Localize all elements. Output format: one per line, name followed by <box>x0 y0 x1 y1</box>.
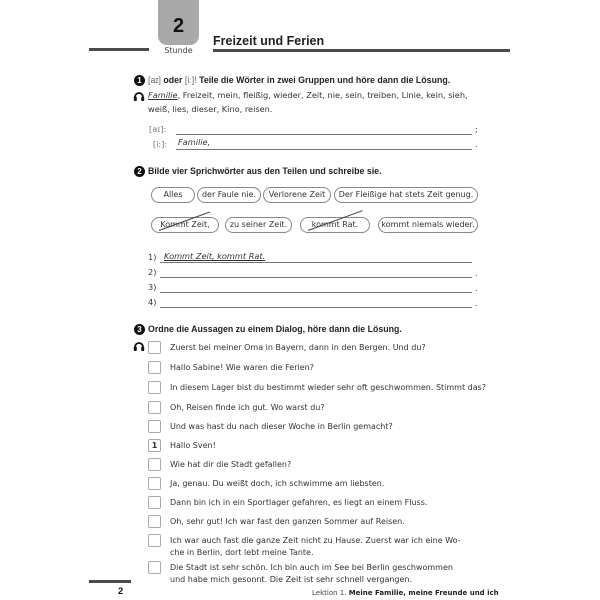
page-title: Freizeit und Ferien <box>213 34 325 48</box>
instruction-text: Teile die Wörter in zwei Gruppen und höre dann die Lösung. <box>199 75 451 85</box>
order-box[interactable] <box>148 561 161 574</box>
line-end: . <box>475 268 478 278</box>
task-1-number-badge: 1 <box>134 75 145 86</box>
dialog-line-continued: che in Berlin, dort lebt meine Tante. <box>170 548 314 557</box>
phrase-chip[interactable]: der Faule nie. <box>197 187 261 203</box>
answer-label: 4) <box>148 297 157 307</box>
connector: oder <box>163 75 183 85</box>
order-box[interactable] <box>148 341 161 354</box>
dialog-line: In diesem Lager bist du bestimmt wieder sehr oft geschwommen. Stimmt das? <box>170 383 487 392</box>
answer-label: 3) <box>148 282 157 292</box>
order-box[interactable] <box>148 420 161 433</box>
order-box[interactable] <box>148 534 161 547</box>
line-end: . <box>475 298 478 308</box>
footer-rule <box>89 580 131 583</box>
row-end: ; <box>475 124 478 134</box>
ipa-ai: [aɪ] <box>148 75 161 85</box>
example-word: Familie <box>148 90 178 100</box>
header-rule-right <box>213 49 510 52</box>
line-end: . <box>475 283 478 293</box>
footer-lesson <box>312 589 499 597</box>
row-end: . <box>475 139 478 149</box>
word-list-line-1: , Freizeit, mein, fleißig, wieder, Zeit, nie, sein, treiben, Linie, kein, sieh, <box>177 90 468 100</box>
dialog-line: Oh, sehr gut! Ich war fast den ganzen Sommer auf Reisen. <box>170 517 405 526</box>
order-box[interactable] <box>148 361 161 374</box>
phrase-chip-used[interactable]: kommt Rat. <box>300 217 370 233</box>
answer-input-2[interactable] <box>160 267 472 278</box>
dialog-line: Oh, Reisen finde ich gut. Wo warst du? <box>170 403 325 412</box>
phrase-chip[interactable]: kommt niemals wieder. <box>378 217 478 233</box>
dialog-line: Wie hat dir die Stadt gefallen? <box>170 460 292 469</box>
page-number: 2 <box>118 586 124 597</box>
group-label-ai: [aɪ]: <box>149 124 167 134</box>
phrase-chip[interactable]: Alles <box>151 187 195 203</box>
phrase-chip[interactable]: Verlorene Zeit <box>263 187 331 203</box>
order-box[interactable] <box>148 458 161 471</box>
dialog-line: Ja, genau. Du weißt doch, ich schwimme am liebsten. <box>170 479 385 488</box>
word-list <box>148 88 478 102</box>
task-1-instruction <box>148 75 450 85</box>
answer-input-4[interactable] <box>160 297 472 308</box>
group-ai-input[interactable] <box>176 124 472 135</box>
task-3-instruction: Ordne die Aussagen zu einem Dialog, höre dann die Lösung. <box>148 324 402 334</box>
group-i-answer: Familie, <box>178 137 211 147</box>
order-box[interactable] <box>148 401 161 414</box>
header-rule-left <box>89 48 149 51</box>
dialog-line: Und was hast du nach dieser Woche in Berlin gemacht? <box>170 422 393 431</box>
group-i-input[interactable] <box>176 139 472 150</box>
footer-lesson-title: Meine Familie, meine Freunde und ich <box>348 589 499 597</box>
phrase-chip-used[interactable]: Kommt Zeit, <box>151 217 219 233</box>
dialog-line: Hallo Sven! <box>170 441 216 450</box>
answer-input-3[interactable] <box>160 282 472 293</box>
answer-label: 1) <box>148 252 157 262</box>
task-2-instruction: Bilde vier Sprichwörter aus den Teilen und schreibe sie. <box>148 166 382 176</box>
phrase-chip[interactable]: Der Fleißige hat stets Zeit genug. <box>334 187 478 203</box>
lesson-label: Stunde <box>164 46 193 55</box>
dialog-line: Dann bin ich in ein Sportlager gefahren, es liegt an einem Fluss. <box>170 498 428 507</box>
answer-label: 2) <box>148 267 157 277</box>
lesson-number: 2 <box>172 15 185 37</box>
group-label-i: [iː]: <box>153 139 168 149</box>
headphones-icon[interactable] <box>133 90 145 102</box>
order-box[interactable] <box>148 496 161 509</box>
order-box[interactable] <box>148 381 161 394</box>
dialog-line: Die Stadt ist sehr schön. Ich bin auch im See bei Berlin geschwommen <box>170 563 453 572</box>
task-2-number-badge: 2 <box>134 166 145 177</box>
dialog-line: Ich war auch fast die ganze Zeit nicht zu Hause. Zuerst war ich eine Wo- <box>170 536 461 545</box>
word-list-line-2: weiß, lies, dieser, Kino, reisen. <box>148 104 273 114</box>
order-box[interactable] <box>148 515 161 528</box>
phrase-chip[interactable]: zu seiner Zeit. <box>225 217 292 233</box>
footer-lesson-prefix: Lektion 1. <box>312 589 347 597</box>
dialog-line-continued: und habe mich gesonnt. Die Zeit ist sehr schnell vergangen. <box>170 575 413 584</box>
dialog-line: Zuerst bei meiner Oma in Bayern, dann in den Bergen. Und du? <box>170 343 426 352</box>
answer-1-text: Kommt Zeit, kommt Rat. <box>164 251 266 261</box>
order-box[interactable] <box>148 477 161 490</box>
dialog-line: Hallo Sabine! Wie waren die Ferien? <box>170 363 314 372</box>
headphones-icon[interactable] <box>133 340 145 352</box>
order-box-filled[interactable]: 1 <box>148 439 161 452</box>
task-3-number-badge: 3 <box>134 324 145 335</box>
ipa-i: [iː]! <box>184 75 197 85</box>
